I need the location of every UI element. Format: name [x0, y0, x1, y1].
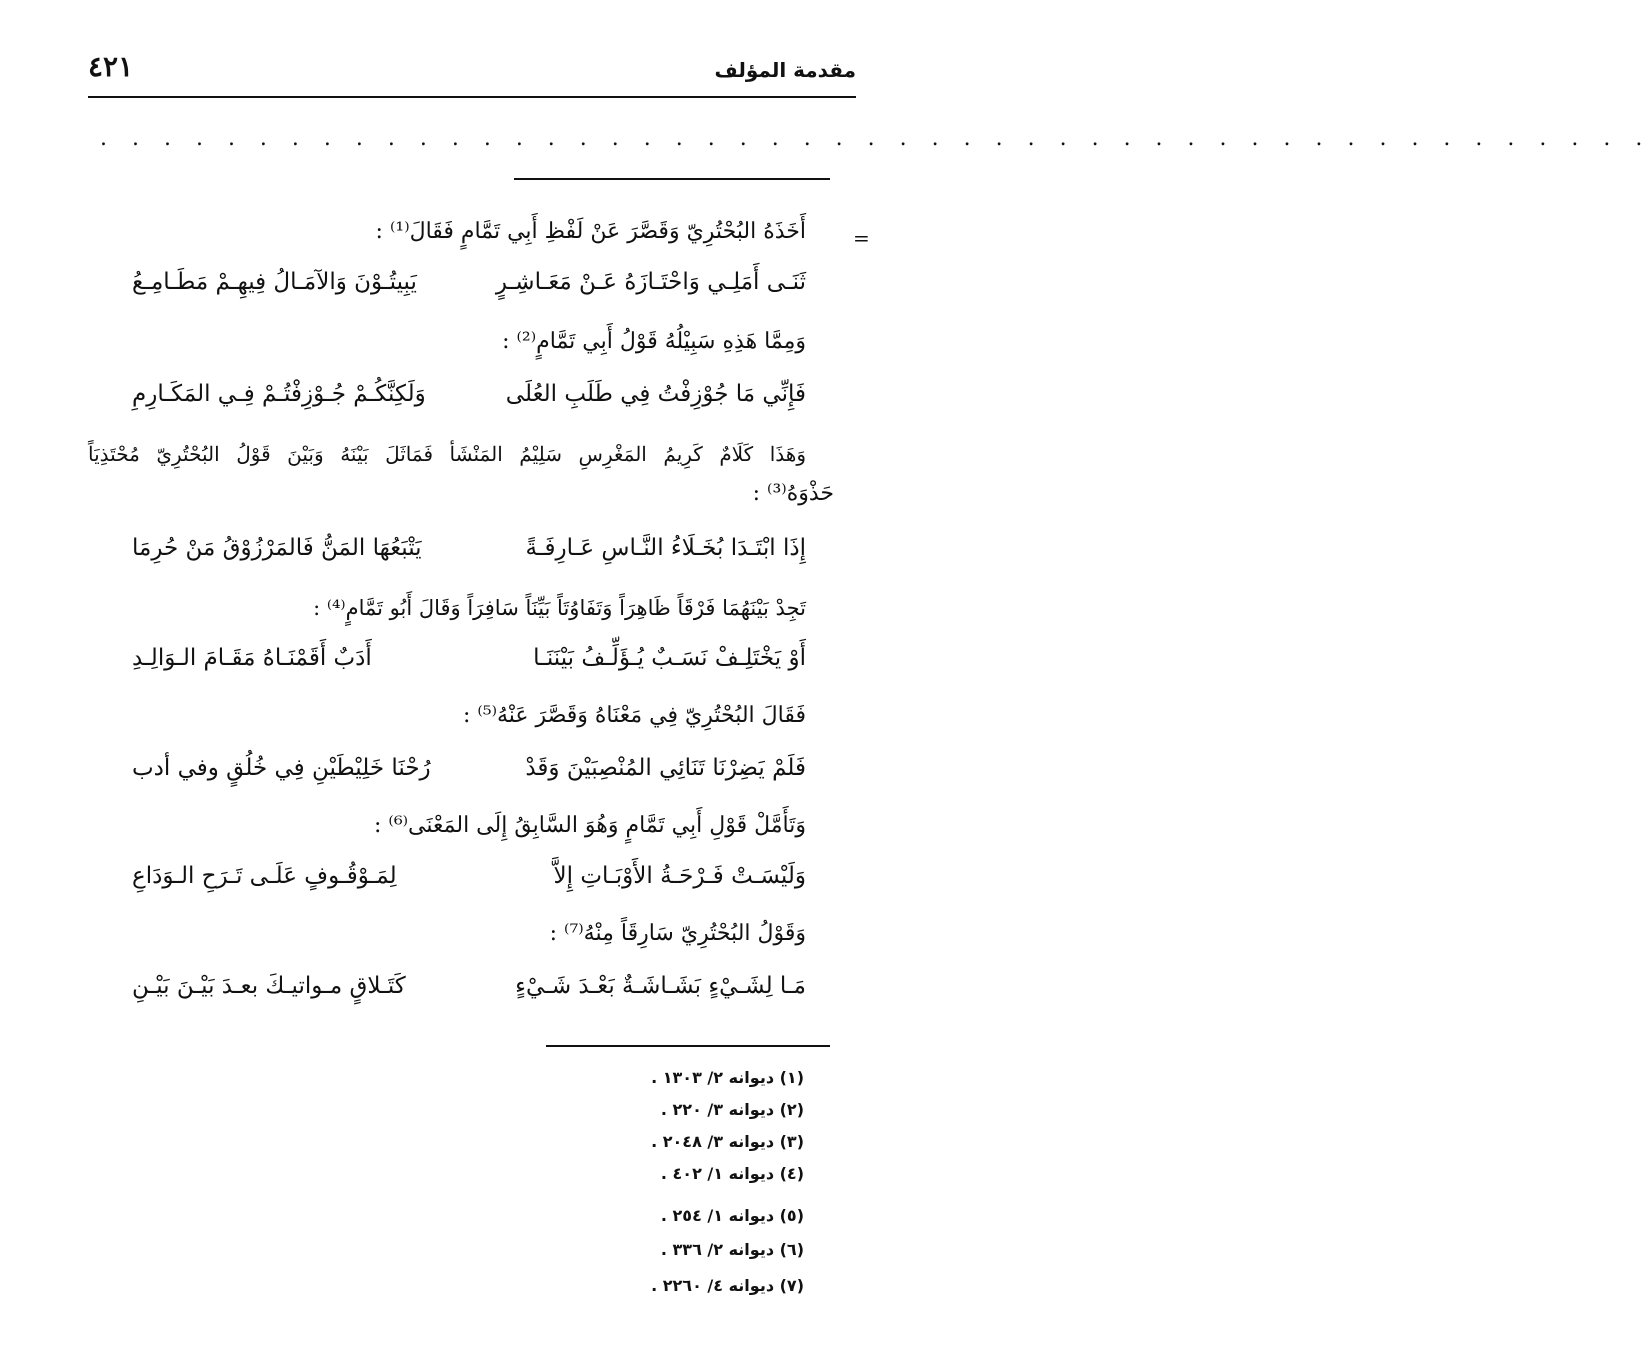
paragraph-6: وَتَأَمَّلْ قَوْلِ أَبِي تَمَّامٍ وَهُوَ السَّابِقُ إِلَى المَعْنَى⁽⁶⁾ : — [374, 813, 806, 838]
verse-4-first-hemistich: أَوْ يَخْتَلِـفْ نَسَـبٌ يُـؤَلِّـفُ بَيْنَنَـا — [533, 645, 806, 671]
paragraph-1: أَخَذَهُ البُحْتُرِيّ وَقَصَّرَ عَنْ لَفْظِ أَبِي تَمَّامٍ فَقَالَ⁽¹⁾ : — [375, 219, 806, 244]
verse-5-second-hemistich: رُحْنَا خَلِيْطَيْنِ فِي خُلُقٍ وفي أدب — [132, 755, 431, 781]
verse-3-first-hemistich: إِذَا ابْتَـدَا بُخَـلَاءُ النَّـاسِ عَـارِفَـةً — [525, 535, 806, 561]
continuation-mark: = — [853, 226, 870, 250]
footnote: (٦) ديوانه ٢/ ٣٣٦ . — [660, 1240, 804, 1259]
verse-3 — [132, 528, 806, 568]
verse-4-second-hemistich: أَدَبٌ أَقَمْنَـاهُ مَقَـامَ الـوَالِـدِ — [132, 645, 372, 671]
page-number: ٤٢١ — [88, 50, 134, 83]
paragraph-7: وَقَوْلُ البُحْتُرِيّ سَارِقَاً مِنْهُ⁽⁷⁾ : — [549, 921, 806, 946]
ellipsis-dots-line: . . . . . . . . . . . . . . . . . . . . . . . . . . . . . . . . . . . . . . . . . . . . . . . . . — [100, 126, 1651, 151]
verse-2-second-hemistich: وَلَكِنَّكُـمْ جُـوْزِفْتُـمْ فِـي المَكَـارِمِ — [132, 381, 426, 407]
verse-4 — [132, 638, 806, 678]
verse-3-second-hemistich: يَتْبَعُهَا المَنُّ فَالمَرْزُوْقُ مَنْ حُرِمَا — [132, 535, 422, 561]
verse-1-second-hemistich: يَبِيتُـوْنَ وَالآمَـالُ فِيهِـمْ مَطَـامِـعُ — [132, 269, 417, 295]
verse-7-first-hemistich: مَـا لِشَـيْءٍ بَشَـاشَـةٌ بَعْـدَ شَـيْءٍ — [515, 973, 806, 999]
section-rule — [514, 178, 830, 180]
paragraph-4: تَجِدْ بَيْنَهُمَا فَرْقَاً ظَاهِرَاً وَتَفَاوُتَاً بَيِّنَاً سَافِرَاً وَقَالَ أَبُو تَمَّامٍ⁽⁴⁾ : — [313, 596, 806, 620]
verse-2 — [132, 374, 806, 414]
verse-2-first-hemistich: فَإِنِّي مَا جُوْزِفْتُ فِي طَلَبِ العُلَى — [505, 381, 806, 407]
verse-7-second-hemistich: كَتَـلاقٍ مـواتيـكَ بعـدَ بَيْـنَ بَيْـنِ — [132, 973, 406, 999]
footnote: (٥) ديوانه ١/ ٢٥٤ . — [660, 1206, 804, 1225]
footnote: (١) ديوانه ٢/ ١٣٠٣ . — [651, 1068, 804, 1087]
paragraph-3-line-2: حَذْوَهُ⁽³⁾ : — [752, 481, 834, 506]
footnote: (٢) ديوانه ٣/ ٢٢٠ . — [660, 1100, 804, 1119]
verse-6-second-hemistich: لِمَـوْقُـوفٍ عَلَـى تَـرَحِ الـوَدَاعِ — [132, 863, 397, 889]
verse-5-first-hemistich: فَلَمْ يَضِرْنَا تَنَائِي المُنْصِبَيْنَ وَقَدْ — [525, 755, 806, 781]
footnote: (٣) ديوانه ٣/ ٢٠٤٨ . — [651, 1132, 804, 1151]
footnote-rule — [546, 1045, 830, 1047]
verse-5 — [132, 748, 806, 788]
paragraph-3-line-1: وَهَذَا كَلَامٌ كَرِيمُ المَغْرِسِ سَلِيْمُ المَنْشَأ فَمَاثَلَ بَيْنَهُ وَبَيْنَ قَوْلُ البُحْتُرِيّ مُحْتَذِيَاً — [88, 442, 807, 466]
verse-1 — [132, 262, 806, 302]
running-title: مقدمة المؤلف — [714, 58, 856, 82]
verse-6 — [132, 856, 806, 896]
paragraph-2: وَمِمَّا هَذِهِ سَبِيْلُهُ قَوْلُ أَبِي تَمَّامٍ⁽²⁾ : — [502, 329, 806, 354]
verse-7 — [132, 966, 806, 1006]
header-rule — [88, 96, 856, 98]
paragraph-5: فَقَالَ البُحْتُرِيّ فِي مَعْنَاهُ وَقَصَّرَ عَنْهُ⁽⁵⁾ : — [462, 703, 806, 728]
page-header — [88, 46, 856, 96]
footnote: (٤) ديوانه ١/ ٤٠٢ . — [660, 1164, 804, 1183]
verse-1-first-hemistich: ثَنَـى أَمَلِـي وَاحْتَـازَهُ عَـنْ مَعَـاشِـرٍ — [495, 269, 806, 295]
footnote: (٧) ديوانه ٤/ ٢٢٦٠ . — [651, 1276, 804, 1295]
verse-6-first-hemistich: وَلَيْسَـتْ فَـرْحَـةُ الأَوْبَـاتِ إِلاَّ — [553, 863, 806, 889]
